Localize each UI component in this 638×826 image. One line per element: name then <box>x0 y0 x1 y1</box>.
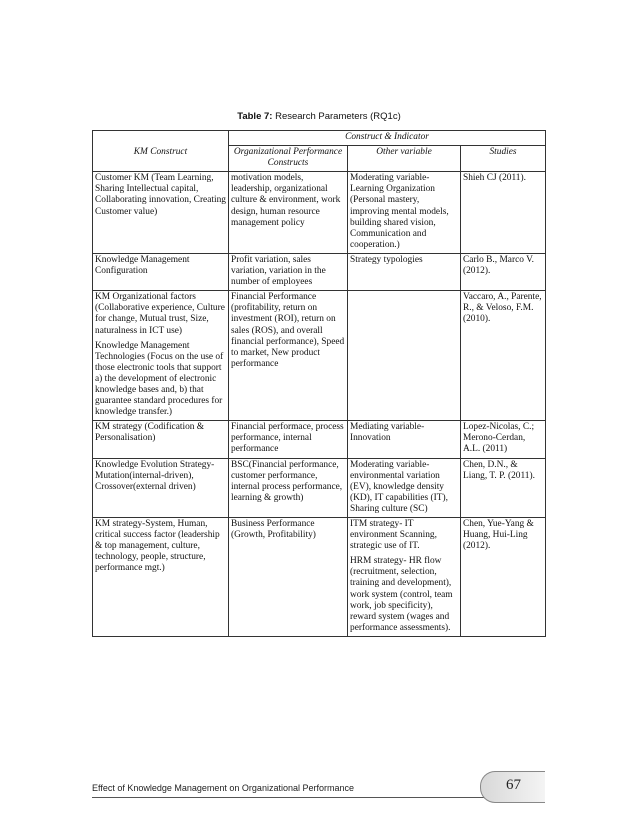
running-footer-title: Effect of Knowledge Management on Organizational Performance <box>92 783 354 793</box>
km-construct-cell <box>93 172 229 254</box>
studies-cell <box>461 172 546 254</box>
studies-header: Studies <box>461 146 546 172</box>
table-row <box>93 172 546 254</box>
cell-paragraph: ITM strategy- IT environment Scanning, strategic use of IT. <box>350 519 437 552</box>
km-construct-cell <box>93 458 229 517</box>
cell-paragraph: Knowledge Evolution Strategy- Mutation(internal-driven), Crossover(external driven) <box>95 459 215 492</box>
km-construct-cell <box>93 421 229 458</box>
table-row <box>93 458 546 517</box>
cell-paragraph: KM strategy-System, Human, critical success factor (leadership & top management, culture, technology, people, structure, performance mgt.) <box>95 519 220 574</box>
table-caption <box>94 111 544 122</box>
cell-paragraph: KM strategy (Codification & Personalisation) <box>95 422 205 444</box>
other-variable-cell <box>348 291 461 421</box>
cell-paragraph: Chen, Yue-Yang & Huang, Hui-Ling (2012). <box>463 519 534 552</box>
other-variable-cell <box>348 518 461 637</box>
cell-paragraph: Knowledge Management Configuration <box>95 254 190 277</box>
org-performance-cell <box>229 172 348 254</box>
table-row <box>93 291 546 421</box>
studies-cell <box>461 458 546 517</box>
table-row <box>93 253 546 290</box>
table-header-row <box>93 146 546 172</box>
cell-paragraph: Mediating variable- Innovation <box>350 422 425 444</box>
studies-cell <box>461 518 546 637</box>
other-variable-header: Other variable <box>348 146 461 172</box>
studies-cell <box>461 421 546 458</box>
org-performance-cell <box>229 421 348 458</box>
cell-paragraph: Financial performace, process performance, internal performance <box>231 422 344 455</box>
org-performance-cell <box>229 253 348 290</box>
cell-paragraph: BSC(Financial performance, customer performance, internal process performance, learning & growth) <box>231 459 343 503</box>
km-construct-spacer <box>93 131 229 146</box>
cell-paragraph: Vaccaro, A., Parente, R., & Veloso, F.M. (2010). <box>463 292 542 325</box>
km-construct-cell <box>93 518 229 637</box>
org-performance-cell <box>229 458 348 517</box>
cell-paragraph: Moderating variable- Learning Organization (Personal mastery, improving mental models, building shared vision, Communication and cooperation.) <box>350 173 449 250</box>
construct-indicator-header: Construct & Indicator <box>229 131 546 146</box>
cell-paragraph: Moderating variable- environmental variation (EV), knowledge density (KD), IT capabilities (IT), Sharing culture (SC) <box>350 459 448 514</box>
cell-paragraph: Lopez-Nicolas, C.; Merono-Cerdan, A.L. (2011) <box>463 422 535 455</box>
cell-paragraph: Knowledge Management Technologies (Focus on the use of those electronic tools that support a) the development of electronic knowledge bases and, b) that guarantee standard procedures for knowledge transfer.) <box>95 340 224 418</box>
cell-paragraph: Profit variation, sales variation, variation in the number of employees <box>231 254 326 288</box>
cell-paragraph: Shieh CJ (2011). <box>463 173 526 184</box>
cell-paragraph: Carlo B., Marco V. (2012). <box>463 254 535 277</box>
table-row <box>93 421 546 458</box>
other-variable-cell <box>348 172 461 254</box>
org-performance-cell <box>229 291 348 421</box>
footer-divider <box>92 797 492 798</box>
cell-paragraph: KM Organizational factors (Collaborative experience, Culture for change, Mutual trust, Size, naturalness in ICT use) <box>95 292 225 336</box>
km-construct-header: KM Construct <box>93 146 229 172</box>
page-number: 67 <box>506 777 521 793</box>
cell-paragraph: Business Performance (Growth, Profitability) <box>231 519 316 541</box>
cell-paragraph: motivation models, leadership, organizational culture & environment, work design, human resource management policy <box>231 173 341 228</box>
km-construct-cell <box>93 291 229 421</box>
table-group-header-row <box>93 131 546 146</box>
table-caption-label: Table 7: <box>237 111 273 122</box>
table-caption-text: Research Parameters (RQ1c) <box>272 111 401 122</box>
other-variable-cell <box>348 421 461 458</box>
org-performance-cell <box>229 518 348 637</box>
cell-paragraph: Strategy typologies <box>350 254 423 265</box>
table-row <box>93 518 546 637</box>
cell-paragraph: Financial Performance (profitability, return on investment (ROI), return on sales (ROS), and overall financial performance), Speed to market, New product performance <box>231 292 345 369</box>
km-construct-cell <box>93 253 229 290</box>
research-parameters-table <box>92 130 546 637</box>
cell-paragraph: Chen, D.N., & Liang, T. P. (2011). <box>463 459 535 481</box>
studies-cell <box>461 291 546 421</box>
cell-paragraph: HRM strategy- HR flow (recruitment, selection, training and development), work system (control, team work, job specificity), reward system (wages and performance assessments). <box>350 556 453 633</box>
other-variable-cell <box>348 253 461 290</box>
cell-paragraph: Customer KM (Team Learning, Sharing Intellectual capital, Collaborating innovation, Creating Customer value) <box>95 173 226 217</box>
other-variable-cell <box>348 458 461 517</box>
org-performance-header: Organizational Performance Constructs <box>229 146 348 172</box>
studies-cell <box>461 253 546 290</box>
